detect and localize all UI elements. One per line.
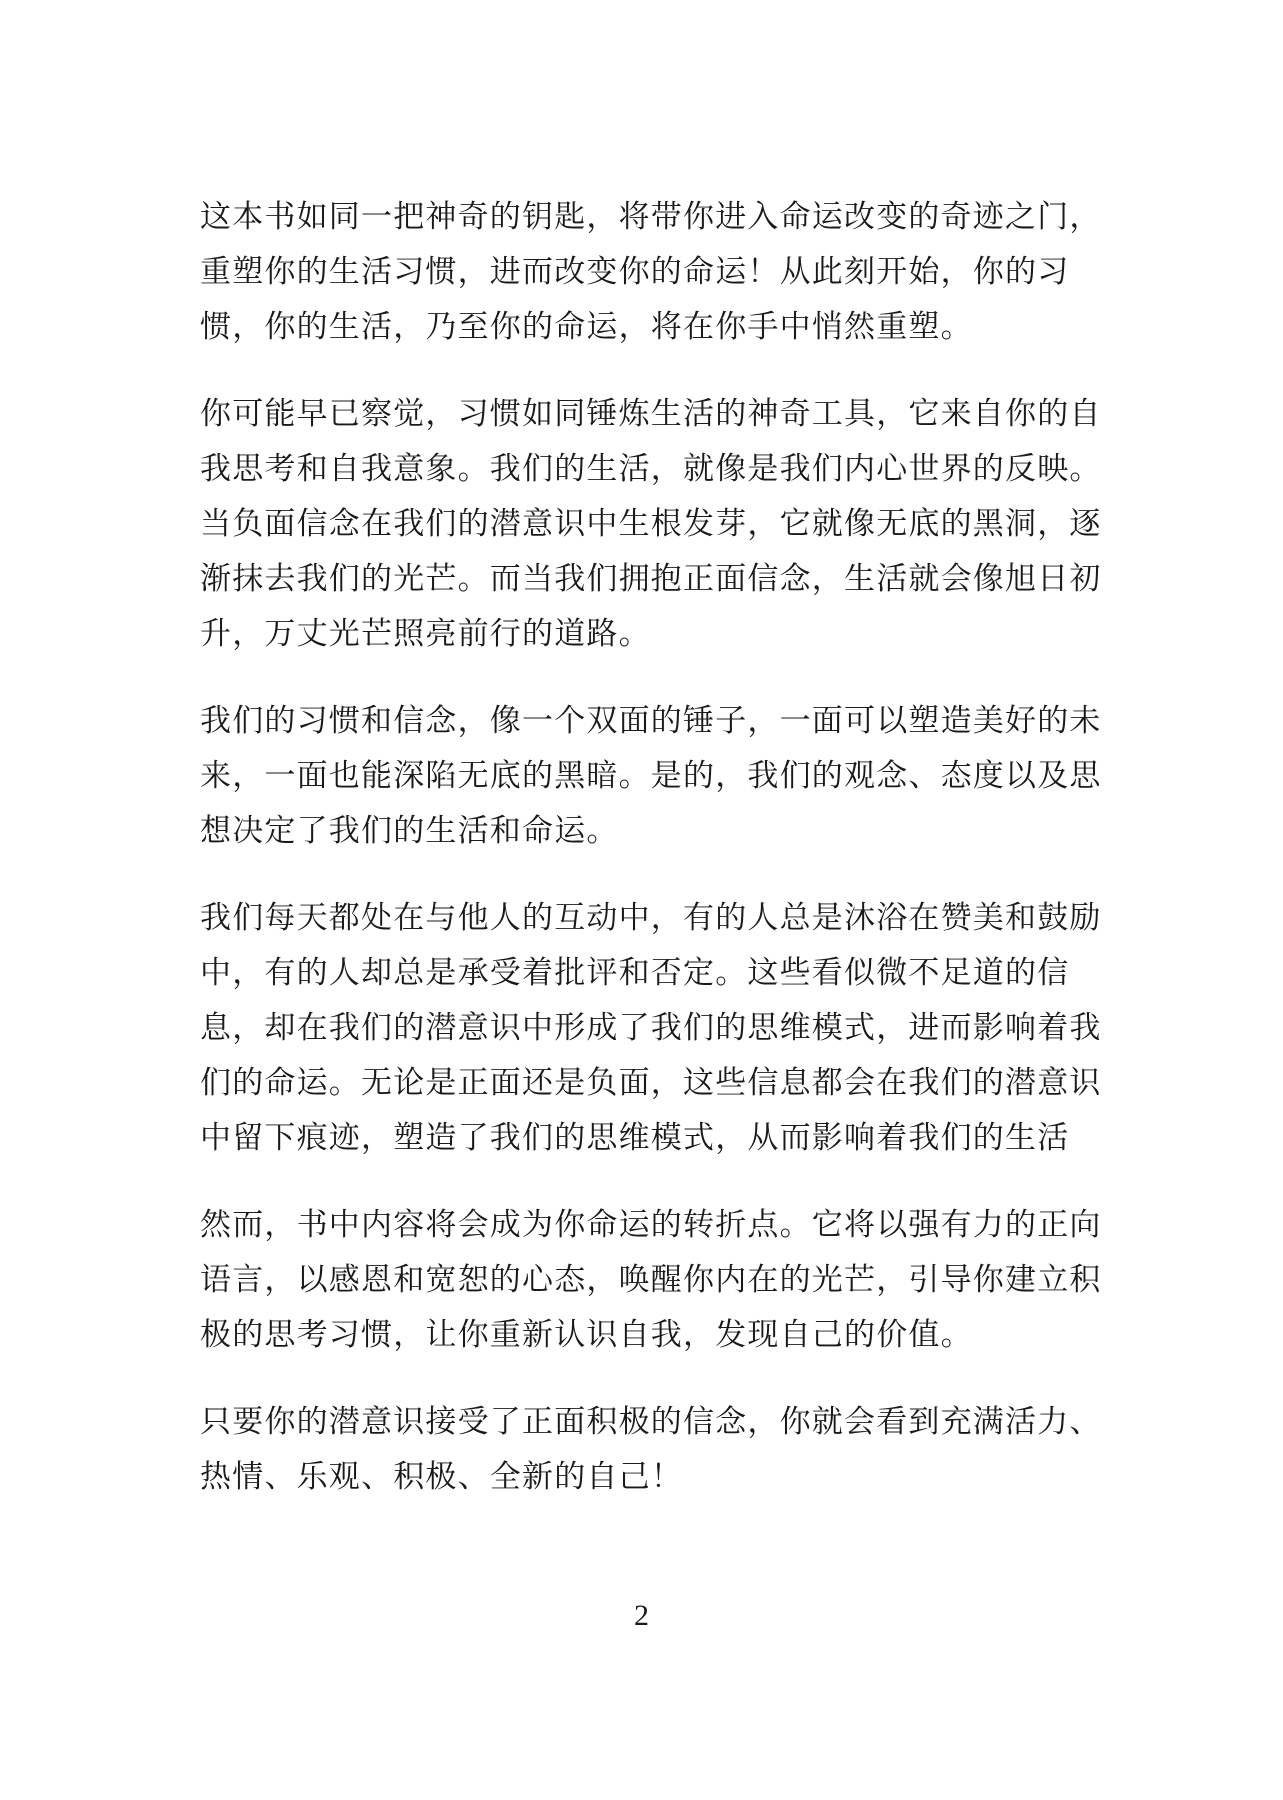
paragraph-4	[200, 891, 1100, 1166]
text-line: 升，万丈光芒照亮前行的道路。	[200, 616, 651, 652]
text-line: 惯，你的生活，乃至你的命运，将在你手中悄然重塑。	[200, 309, 973, 345]
text-line: 渐抹去我们的光芒。而当我们拥抱正面信念，生活就会像旭日初	[200, 561, 1102, 597]
text-line: 然而，书中内容将会成为你命运的转折点。它将以强有力的正向	[200, 1207, 1102, 1243]
text-line: 只要你的潜意识接受了正面积极的信念，你就会看到充满活力、	[200, 1404, 1102, 1440]
paragraph-2	[200, 387, 1100, 662]
text-line: 重塑你的生活习惯，进而改变你的命运！从此刻开始，你的习	[200, 254, 1070, 290]
text-line: 热情、乐观、积极、全新的自己！	[200, 1459, 683, 1495]
text-line: 想决定了我们的生活和命运。	[200, 813, 619, 849]
text-line: 来，一面也能深陷无底的黑暗。是的，我们的观念、态度以及思	[200, 758, 1102, 794]
paragraph-6	[200, 1395, 1100, 1505]
text-line: 极的思考习惯，让你重新认识自我，发现自己的价值。	[200, 1317, 973, 1353]
text-line: 们的命运。无论是正面还是负面，这些信息都会在我们的潜意识	[200, 1065, 1102, 1101]
text-line: 我们每天都处在与他人的互动中，有的人总是沐浴在赞美和鼓励	[200, 900, 1102, 936]
text-line: 中留下痕迹，塑造了我们的思维模式，从而影响着我们的生活	[200, 1120, 1070, 1156]
text-line: 我们的习惯和信念，像一个双面的锤子，一面可以塑造美好的未	[200, 703, 1102, 739]
text-line: 我思考和自我意象。我们的生活，就像是我们内心世界的反映。	[200, 451, 1102, 487]
text-line: 你可能早已察觉，习惯如同锤炼生活的神奇工具，它来自你的自	[200, 396, 1102, 432]
text-line: 中，有的人却总是承受着批评和否定。这些看似微不足道的信	[200, 955, 1070, 991]
paragraph-1	[200, 190, 1100, 355]
paragraph-3	[200, 694, 1100, 859]
text-line: 息，却在我们的潜意识中形成了我们的思维模式，进而影响着我	[200, 1010, 1102, 1046]
text-line: 这本书如同一把神奇的钥匙，将带你进入命运改变的奇迹之门，	[200, 199, 1102, 235]
body-text	[200, 190, 1100, 1537]
text-line: 当负面信念在我们的潜意识中生根发芽，它就像无底的黑洞，逐	[200, 506, 1102, 542]
text-line: 语言，以感恩和宽恕的心态，唤醒你内在的光芒，引导你建立积	[200, 1262, 1102, 1298]
page-number: 2	[634, 1599, 649, 1632]
paragraph-5	[200, 1198, 1100, 1363]
